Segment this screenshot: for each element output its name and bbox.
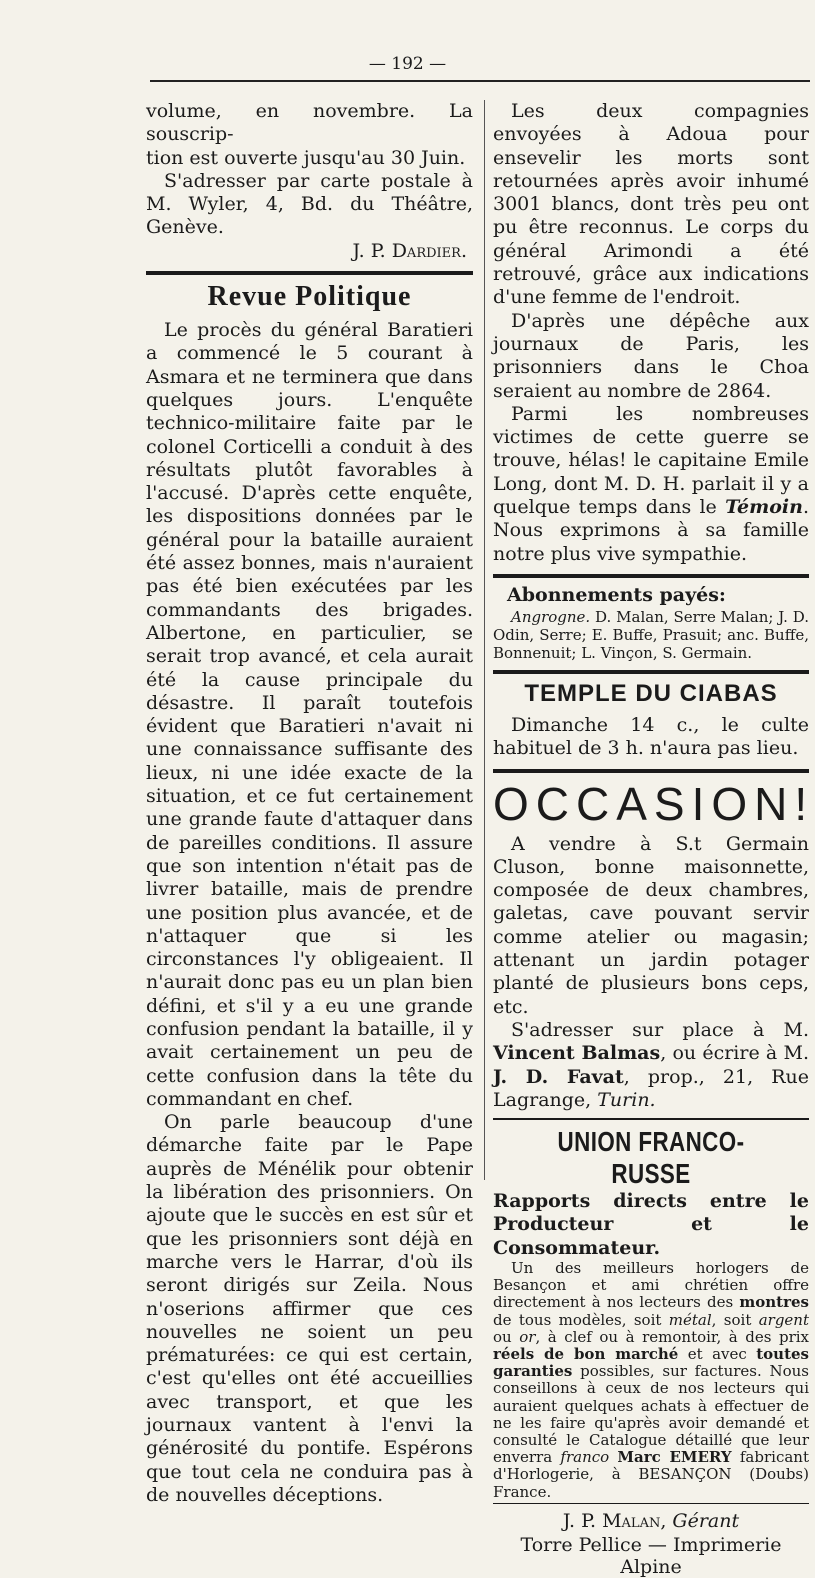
news-paragraph-2: D'après une dépêche aux journaux de Paris, les prisonniers dans le Choa seraient au nombre de 2864. [493, 309, 809, 402]
abonnements-names: D. Malan, Serre Malan; J. D. Odin, Serre; E. Buffe, Prasuit; anc. Buffe, Bonnenuit; L. Vinçon, S. Germain. [493, 607, 809, 662]
section-rule [493, 769, 809, 773]
section-rule [146, 271, 473, 275]
temple-text: Dimanche 14 c., le culte habituel de 3 h. n'aura pas lieu. [493, 713, 809, 760]
union-prix: réels de bon marché [493, 1345, 679, 1363]
intro-line-1: volume, en novembre. La souscrip- [146, 100, 473, 146]
right-column [493, 100, 815, 1578]
union-text-2: de tous modèles, soit [493, 1310, 669, 1329]
revue-paragraph-2: On parle beaucoup d'une démarche faite par le Pape auprès de Ménélik pour obtenir la libération des prisonniers. On ajoute que le succès en est sûr et que les prisonniers sont déjà en marche vers le Harrar, d'où ils seront dirigés sur Zeila. Nous n'oserions affirmer que ces nouvelles ne soient un peu prématurées: ce qui est certain, c'est qu'elles ont été accueillies avec transport, et que les journaux vantent à l'envi la générosité du pontife. Espérons que tout cela ne conduira pas à de nouvelles déceptions. [146, 1111, 473, 1506]
revue-politique-title: Revue Politique [207, 281, 412, 313]
temoin-title: Témoin [725, 496, 803, 519]
union-argent: argent [758, 1310, 809, 1329]
union-text-9: fabricant d'Horlogerie, à BESANÇON (Doubs) France. [493, 1448, 809, 1501]
occasion-text: A vendre à S.t Germain Cluson, bonne maisonnette, composée de deux chambres, galetas, cave pouvant servir comme atelier ou magasin; attenant un jardin potager planté de plusieurs bons ceps, etc. [493, 832, 809, 1018]
abonnements-place: Angrogne. [511, 607, 591, 626]
occasion-city: Turin. [597, 1088, 656, 1111]
union-emery: Marc EMERY [617, 1448, 732, 1467]
occasion-title: OCCASION! [493, 777, 815, 830]
news-paragraph-3-text: Parmi les nombreuses victimes de cette guerre se trouve, hélas! le capitaine Emile Long, dont M. D. H. parlait il y a quelque temps dans le [493, 402, 809, 519]
occasion-name-2: J. D. Favat [493, 1065, 624, 1088]
signature: J. P. Dardier. [352, 239, 467, 262]
union-text-4: ou [493, 1327, 520, 1346]
occasion-contact [493, 1019, 809, 1112]
union-text-1: Un des meilleurs horlogers de Besançon et ami chrétien offre directement à nos lecteurs des [493, 1258, 809, 1312]
union-title: UNION FRANCO-RUSSE [557, 1126, 745, 1190]
printer-line: Torre Pellice — Imprimerie Alpine [520, 1533, 782, 1578]
news-paragraph-3-end: . Nous exprimons à sa famille notre plus vive sympathie. [493, 496, 809, 565]
occasion-contact-2: , ou écrire à M. [660, 1042, 809, 1065]
union-metal: métal [668, 1310, 712, 1329]
left-column [146, 100, 473, 1507]
gerant-line [493, 1510, 809, 1532]
gerant-role: Gérant [672, 1509, 740, 1532]
temple-title: TEMPLE DU CIABAS [524, 679, 778, 707]
news-paragraph-1: Les deux compagnies envoyées à Adoua pour ensevelir les morts sont retournées après avoir inhumé 3001 blancs, dont très peu ont pu être reconnus. Le corps du général Arimondi a été retrouvé, grâce aux indications d'une femme de l'endroit. [493, 100, 809, 309]
union-text-6: et avec [678, 1345, 757, 1363]
section-rule [493, 670, 809, 674]
union-ad-text [493, 1260, 809, 1501]
occasion-contact-3: , prop., 21, Rue Lagrange, [493, 1065, 809, 1111]
union-text-3: , soit [711, 1310, 759, 1329]
intro-line-2: tion est ouverte jusqu'au 30 Juin. [146, 146, 466, 169]
union-or: or [519, 1327, 536, 1346]
occasion-contact-1: S'adresser sur place à M. [511, 1018, 809, 1041]
union-text-5: , à clef ou à remontoir, à des prix [535, 1327, 809, 1346]
gerant-name: J. P. Malan, [562, 1509, 667, 1532]
abonnements-title: Abonnements payés: [507, 583, 726, 606]
abonnements-list [493, 608, 809, 662]
address-line: S'adresser par carte postale à M. Wyler, 4, Bd. du Théâtre, Genève. [146, 169, 473, 239]
footer-rule [493, 1503, 809, 1504]
section-rule [493, 574, 809, 578]
union-montres: montres [739, 1293, 809, 1312]
page-number: — 192 — [368, 54, 447, 74]
revue-paragraph-1: Le procès du général Baratieri a commencé le 5 courant à Asmara et ne terminera que dans quelques jours. L'enquête technico-militaire faite par le colonel Corticelli a conduit à des résultats plutôt favorables à l'accusé. D'après cette enquête, les dispositions données par le général pour la bataille auraient été assez bonnes, mais n'auraient pas été bien exécutées par les commandants des brigades. Albertone, en particulier, se serait trop avancé, et cela aurait été la cause principale du désastre. Il paraît toutefois évident que Baratieri n'avait ni une connaissance suffisante des lieux, ni une idée exacte de la situation, et ce fut certainement une grande faute d'attaquer dans de pareilles conditions. Il assure que son intention n'était pas de livrer bataille, mais de prendre une position plus avancée, et de n'attaquer que si les circonstances l'y obligeaient. Il n'aurait donc pas eu un plan bien défini, et s'il y a eu une grande confusion pendant la bataille, il y avait certainement un peu de cette confusion dans la tête du commandant en chef. [146, 319, 473, 1110]
union-garanties: toutes garanties [493, 1345, 810, 1381]
union-franco: franco [560, 1448, 610, 1467]
occasion-name-1: Vincent Balmas [493, 1042, 661, 1065]
union-text-7: possibles, sur factures. Nous conseillons à ceux de nos lecteurs qui auraient quelques achats à effectuer de ne les faire qu'après avoir demandé et consulté le Catalogue détaillé que leur enverra [493, 1362, 809, 1467]
column-divider [484, 100, 485, 1180]
section-rule [493, 1118, 809, 1120]
union-subtitle: Rapports directs entre le Producteur et le Consommateur. [493, 1190, 809, 1259]
header-rule [150, 80, 810, 82]
news-paragraph-3 [493, 403, 809, 566]
union-text-8 [609, 1448, 617, 1466]
